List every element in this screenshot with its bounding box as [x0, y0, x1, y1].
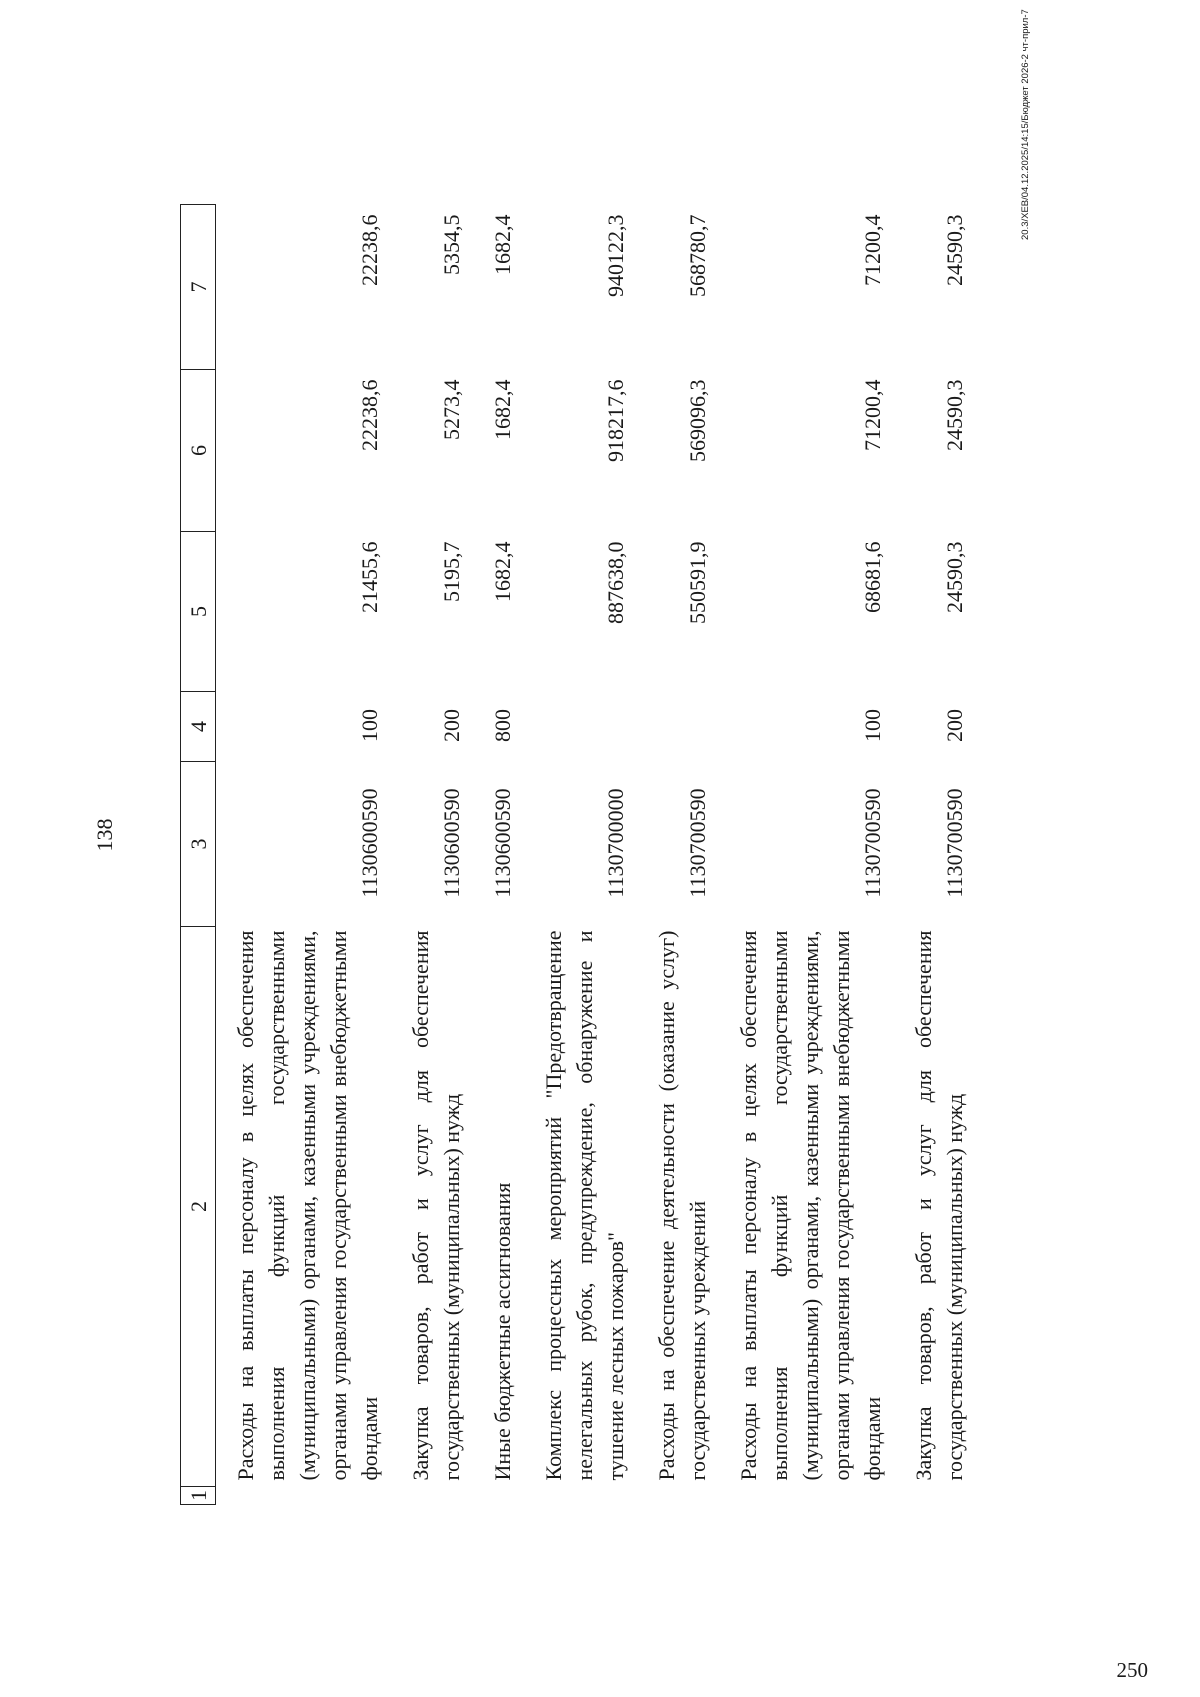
- table-row: [894, 205, 976, 1505]
- row-target-code: 1130700590: [860, 788, 885, 898]
- table-row: [719, 205, 894, 1505]
- row-expense-type: 100: [860, 709, 885, 742]
- row-target-code: 1130700590: [685, 788, 710, 898]
- row-number-cell: [391, 1487, 473, 1505]
- row-description: Закупка товаров, работ и услуг для обеспечения государственных (муниципальных) нужд: [408, 930, 464, 1481]
- row-number-cell: [637, 1487, 719, 1505]
- row-value-col7: 22238,6: [357, 214, 382, 286]
- column-header: 1: [181, 1487, 216, 1505]
- row-description: Расходы на выплаты персоналу в целях обеспечения выполнения функций государственными (муниципальными) органами, казенными учреждениями, органами управления государственными внебюджетными фондами: [233, 930, 382, 1481]
- table-row: [216, 205, 392, 1505]
- row-value-col6: 918217,6: [603, 379, 628, 462]
- row-number-cell: [894, 1487, 976, 1505]
- row-expense-type: 100: [357, 709, 382, 742]
- row-expense-type: 200: [942, 709, 967, 742]
- row-value-col5: 68681,6: [860, 541, 885, 613]
- page-number: 138: [92, 818, 117, 852]
- row-value-col7: 568780,7: [685, 214, 710, 297]
- row-value-col6: 1682,4: [490, 379, 515, 440]
- row-description: Расходы на обеспечение деятельности (оказание услуг) государственных учреждений: [654, 930, 710, 1481]
- row-target-code: 1130700000: [603, 788, 628, 898]
- row-value-col6: 5273,4: [439, 379, 464, 440]
- row-value-col7: 24590,3: [942, 214, 967, 286]
- row-value-col5: 887638,0: [603, 541, 628, 624]
- row-value-col7: 1682,4: [490, 214, 515, 275]
- row-value-col7: 940122,3: [603, 214, 628, 297]
- column-header: 5: [181, 532, 216, 692]
- row-description: Комплекс процессных мероприятий "Предотвращение нелегальных рубок, предупреждение, обнаружение и тушение лесных пожаров": [541, 930, 628, 1481]
- row-expense-type: 800: [490, 709, 515, 742]
- table-row: [391, 205, 473, 1505]
- table-body: [216, 205, 977, 1505]
- row-value-col5: 21455,6: [357, 541, 382, 613]
- table-row: [637, 205, 719, 1505]
- row-value-col7: 5354,5: [439, 214, 464, 275]
- row-number-cell: [719, 1487, 894, 1505]
- row-value-col6: 71200,4: [860, 379, 885, 451]
- row-value-col5: 24590,3: [942, 541, 967, 613]
- row-description: Иные бюджетные ассигнования: [490, 1182, 515, 1481]
- document-stamp: 20.3/ХЕВ/04.12.2025/14:15/Бюджет 2026-2 чт-прил-7: [1020, 9, 1031, 240]
- row-target-code: 1130600590: [439, 788, 464, 898]
- row-number-cell: [216, 1487, 392, 1505]
- rotated-table-wrapper: [180, 205, 1100, 1505]
- row-value-col6: 24590,3: [942, 379, 967, 451]
- row-value-col5: 1682,4: [490, 541, 515, 602]
- table-header-row: [181, 205, 216, 1505]
- row-target-code: 1130700590: [942, 788, 967, 898]
- budget-table: [180, 204, 976, 1505]
- row-number-cell: [524, 1487, 637, 1505]
- row-description: Закупка товаров, работ и услуг для обеспечения государственных (муниципальных) нужд: [911, 930, 967, 1481]
- column-header: 3: [181, 762, 216, 927]
- column-header: 6: [181, 370, 216, 532]
- row-number-cell: [473, 1487, 524, 1505]
- column-header: 4: [181, 692, 216, 762]
- row-value-col6: 22238,6: [357, 379, 382, 451]
- row-value-col5: 5195,7: [439, 541, 464, 602]
- row-target-code: 1130600590: [490, 788, 515, 898]
- row-value-col7: 71200,4: [860, 214, 885, 286]
- row-value-col5: 550591,9: [685, 541, 710, 624]
- row-value-col6: 569096,3: [685, 379, 710, 462]
- column-header: 2: [181, 927, 216, 1487]
- sheet-number: 250: [1116, 1658, 1148, 1682]
- table-row: [524, 205, 637, 1505]
- row-target-code: 1130600590: [357, 788, 382, 898]
- table-row: [473, 205, 524, 1505]
- row-expense-type: [524, 692, 637, 762]
- row-expense-type: [637, 692, 719, 762]
- column-header: 7: [181, 205, 216, 370]
- row-expense-type: 200: [439, 709, 464, 742]
- row-description: Расходы на выплаты персоналу в целях обеспечения выполнения функций государственными (муниципальными) органами, казенными учреждениями, органами управления государственными внебюджетными фондами: [736, 930, 885, 1481]
